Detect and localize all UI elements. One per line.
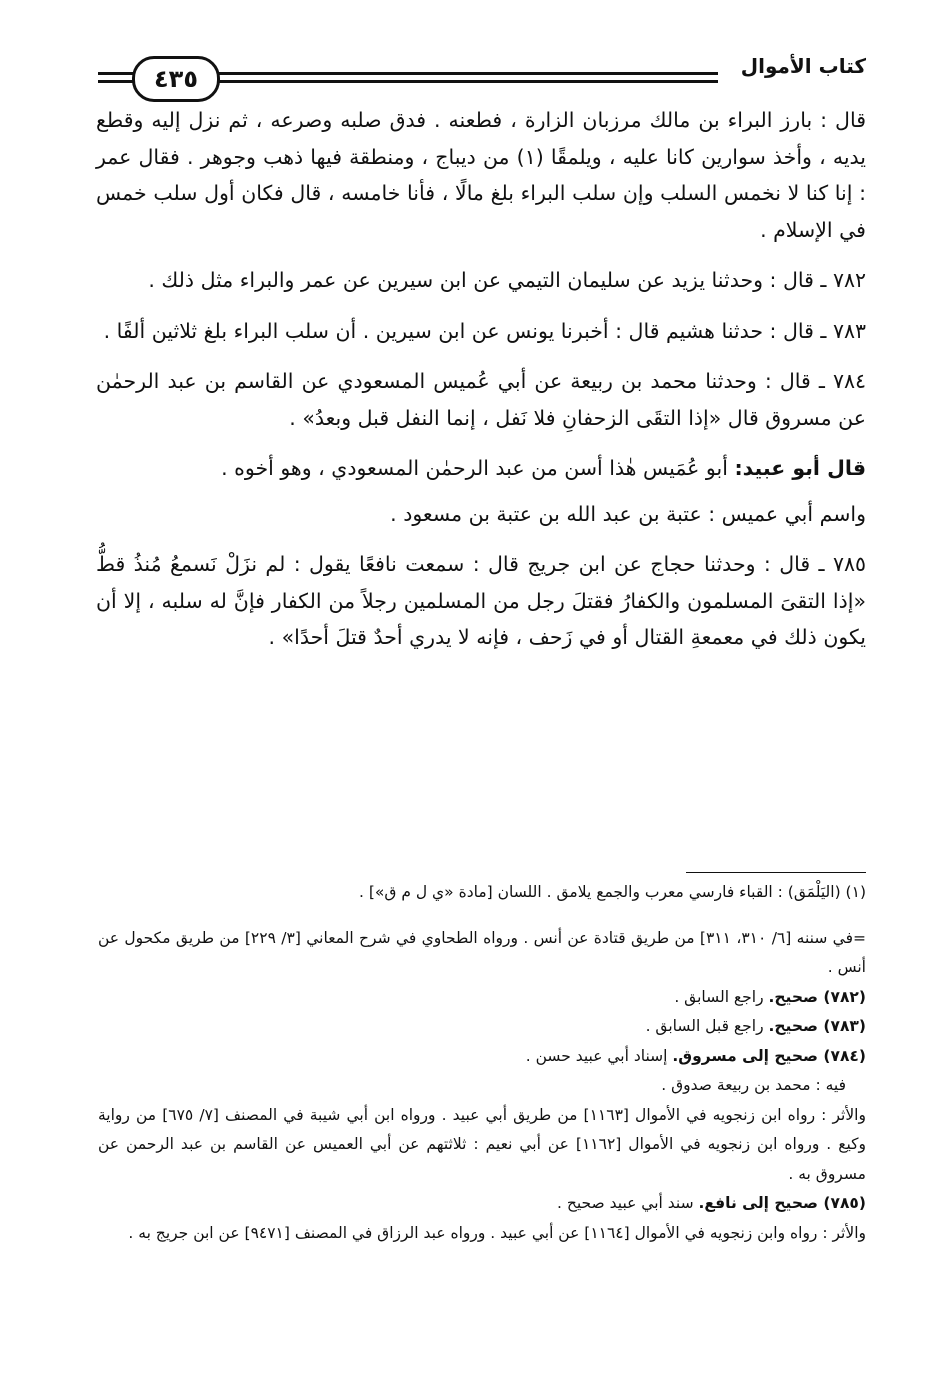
grade-label: (٧٨٢) صحيح. <box>768 987 866 1006</box>
running-title: كتاب الأموال <box>740 54 866 78</box>
note <box>98 1042 866 1072</box>
paragraph: ٧٨٢ ـ قال : وحدثنا يزيد عن سليمان التيمي عن ابن سيرين عن عمر والبراء مثل ذلك . <box>148 268 866 292</box>
paragraph <box>96 450 866 487</box>
paragraph-text: أبو عُمَيس هٰذا أسن من عبد الرحمٰن المسعودي ، وهو أخوه . <box>221 456 728 480</box>
page-number: ٤٣٥ <box>132 56 220 102</box>
footnote-separator <box>686 872 866 873</box>
footnotes <box>98 878 866 1248</box>
grade-label: (٧٨٤) صحيح إلى مسروق. <box>672 1046 866 1065</box>
note: فيه : محمد بن ربيعة صدوق . <box>661 1076 846 1094</box>
paragraph: ٧٨٣ ـ قال : حدثنا هشيم قال : أخبرنا يونس عن ابن سيرين . أن سلب البراء بلغ ثلاثين ألفًا . <box>103 318 866 343</box>
grade-label: (٧٨٥) صحيح إلى نافع. <box>698 1194 866 1212</box>
main-text <box>96 102 866 665</box>
speaker-label: قال أبو عبيد: <box>734 456 866 480</box>
note: والأثر : رواه ابن زنجويه في الأموال [١١٦٣] من طريق أبي عبيد . ورواه ابن أبي شيبة في المصنف [٧/ ٦٧٥] من رواية وكيع . ورواه ابن زنجويه في الأموال [١١٦٢] عن أبي نعيم : ثلاثتهم عن أبي العميس عن القاسم بن عبد الرحمن عن مسروق به . <box>98 1105 866 1183</box>
note-text: راجع السابق . <box>674 987 764 1006</box>
header-rule <box>214 80 718 83</box>
footnote: (١) (اليَلْمَق) : القباء فارسي معرب والجمع يلامق . اللسان [مادة «ي ل م ق»] . <box>359 883 866 901</box>
page-header <box>98 52 866 102</box>
paragraph: ٧٨٤ ـ قال : وحدثنا محمد بن ربيعة عن أبي عُميس المسعودي عن القاسم بن عبد الرحمٰن عن مسروق قال «إذا التقَى الزحفانِ فلا نَفل ، إنما النفل قبل وبعدُ» . <box>96 369 866 430</box>
note <box>98 1189 866 1219</box>
header-rule <box>214 72 718 75</box>
note-text: سند أبي عبيد صحيح . <box>557 1194 694 1212</box>
note: =في سننه [٦/ ٣١٠، ٣١١] من طريق قتادة عن أنس . ورواه الطحاوي في شرح المعاني [٣/ ٢٢٩] من طريق مكحول عن أنس . <box>98 928 866 976</box>
paragraph: قال : بارز البراء بن مالك مرزبان الزارة ، فطعنه . فدق صلبه وصرعه ، ثم نزل إليه وقطع يديه ، وأخذ سوارين كانا عليه ، ويلمقًا (١) من ديباج ، ومنطقة فيها ذهب وجوهر . فقال عمر : إنا كنا لا نخمس السلب وإن سلب البراء بلغ مالًا ، فأنا خامسه ، قال فكان أول سلب خمس في الإسلام . <box>96 108 866 242</box>
paragraph: ٧٨٥ ـ قال : وحدثنا حجاج عن ابن جريج قال : سمعت نافعًا يقول : لم نزَلْ نَسمعُ مُنذُ قطُّ «إذا التقىَ المسلمون والكفارُ فقتلَ رجل من المسلمين رجلاً من الكفار فإنَّ له سلبه ، إلا أن يكون ذلك في معمعةِ القتال أو في زَحف ، فإنه لا يدري أحدٌ قتلَ أحدًا» . <box>96 552 866 649</box>
note: والأثر : رواه وابن زنجويه في الأموال [١١٦٤] عن أبي عبيد . ورواه عبد الرزاق في المصنف [٩٤٧١] عن ابن جريج به . <box>128 1223 866 1242</box>
note <box>98 983 866 1013</box>
grade-label: (٧٨٣) صحيح. <box>768 1017 866 1035</box>
note <box>98 1012 866 1042</box>
header-rule <box>98 80 134 83</box>
header-rule <box>98 72 134 75</box>
note-text: راجع قبل السابق . <box>645 1017 764 1035</box>
paragraph: واسم أبي عميس : عتبة بن عبد الله بن عتبة بن مسعود . <box>390 501 866 526</box>
note-text: إسناد أبي عبيد حسن . <box>525 1046 668 1065</box>
